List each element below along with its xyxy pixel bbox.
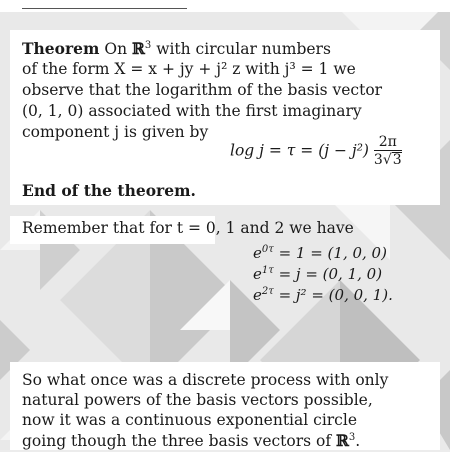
theorem-line-1: Theorem On ℝ$^3$ with circular numbers [22, 39, 331, 58]
formula-fraction: $\frac{2\pi}{3√3}$ [373, 134, 402, 168]
closing-line-2: natural powers of the basis vectors possible, [22, 391, 373, 409]
top-panel [0, 0, 450, 12]
closing-line-1: So what once was a discrete process with only [22, 371, 389, 389]
equation-3: $e^{2\tau} = j^2 = (0$, 0, 1). [253, 286, 393, 304]
theorem-line-5: component j is given by [22, 123, 209, 141]
theorem-label: Theorem [22, 39, 100, 58]
closing-line-3: now it was a continuous exponential circle [22, 411, 357, 429]
top-divider [22, 8, 187, 9]
theorem-line-2: of the form X = x + jy + j² z with j³ = 1 we [22, 60, 356, 78]
log-formula: log j = τ = (j − j²) $\frac{2\pi}{3√3}$ [230, 134, 402, 168]
equation-1: $e^{0\tau} = 1 = (1$, 0, 0) [253, 244, 387, 262]
theorem-end: End of the theorem. [22, 181, 196, 200]
theorem-line-4: (0, 1, 0) associated with the first imaginary [22, 102, 362, 120]
equation-2: $e^{1\tau} = j = (0$, 1, 0) [253, 265, 383, 283]
theorem-line-3: observe that the logarithm of the basis vector [22, 81, 383, 99]
remember-line: Remember that for t = 0, 1 and 2 we have [22, 219, 354, 237]
closing-line-4: going though the three basis vectors of ℝ$^3$. [22, 431, 361, 450]
